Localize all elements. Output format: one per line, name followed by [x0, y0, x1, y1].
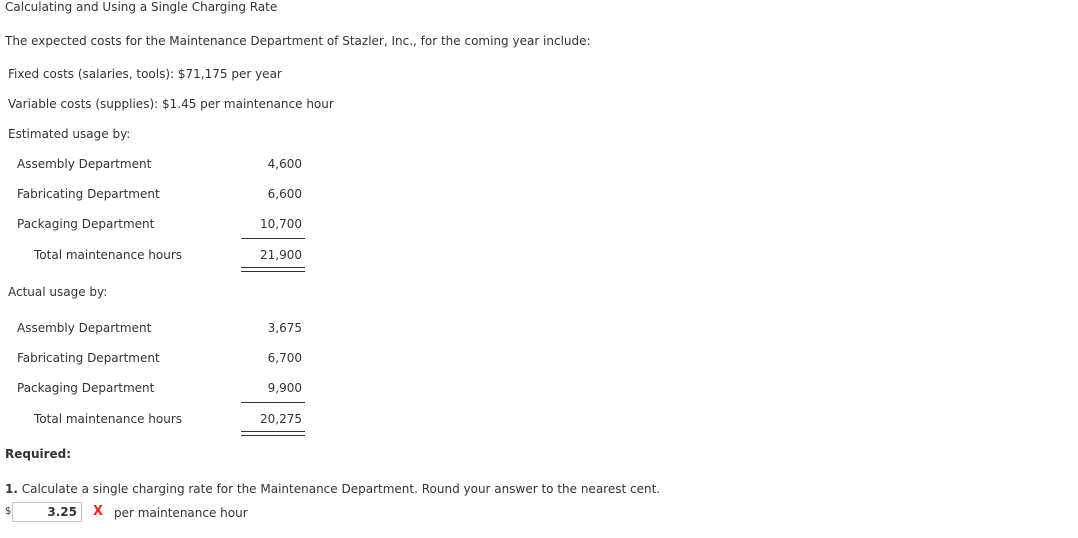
actual-row-value: 3,675	[267, 321, 302, 335]
required-heading: Required:	[5, 447, 72, 461]
actual-row-label: Packaging Department	[17, 381, 155, 395]
actual-total-value: 20,275	[260, 412, 302, 426]
estimated-row-value: 4,600	[267, 157, 302, 171]
page-title: Calculating and Using a Single Charging Rate	[5, 0, 278, 14]
estimated-row-label: Packaging Department	[17, 217, 155, 231]
estimated-subtotal-rule	[241, 238, 305, 239]
variable-costs-text: Variable costs (supplies): $1.45 per maintenance hour	[8, 97, 334, 111]
actual-total-double-rule	[241, 431, 305, 436]
estimated-row-label: Fabricating Department	[17, 187, 160, 201]
currency-symbol: $	[5, 506, 12, 517]
actual-total-label: Total maintenance hours	[34, 412, 183, 426]
estimated-row-value: 6,600	[267, 187, 302, 201]
answer-unit-label: per maintenance hour	[114, 506, 248, 520]
question-body: Calculate a single charging rate for the Maintenance Department. Round your answer to the nearest cent.	[17, 482, 661, 496]
intro-text: The expected costs for the Maintenance Department of Stazler, Inc., for the coming year include:	[5, 34, 591, 48]
question-number: 1.	[5, 482, 18, 496]
actual-row-label: Assembly Department	[17, 321, 152, 335]
answer-input[interactable]: 3.25	[12, 502, 82, 522]
fixed-costs-text: Fixed costs (salaries, tools): $71,175 per year	[8, 67, 282, 81]
estimated-total-label: Total maintenance hours	[34, 248, 183, 262]
estimated-total-double-rule	[241, 267, 305, 272]
actual-subtotal-rule	[241, 402, 305, 403]
actual-row-value: 6,700	[267, 351, 302, 365]
actual-usage-heading: Actual usage by:	[8, 285, 108, 299]
estimated-usage-heading: Estimated usage by:	[8, 127, 131, 141]
actual-row-value: 9,900	[267, 381, 302, 395]
question-text	[5, 482, 660, 496]
actual-row-label: Fabricating Department	[17, 351, 160, 365]
estimated-row-label: Assembly Department	[17, 157, 152, 171]
estimated-row-value: 10,700	[260, 217, 302, 231]
estimated-total-value: 21,900	[260, 248, 302, 262]
incorrect-mark-icon: X	[93, 504, 104, 519]
